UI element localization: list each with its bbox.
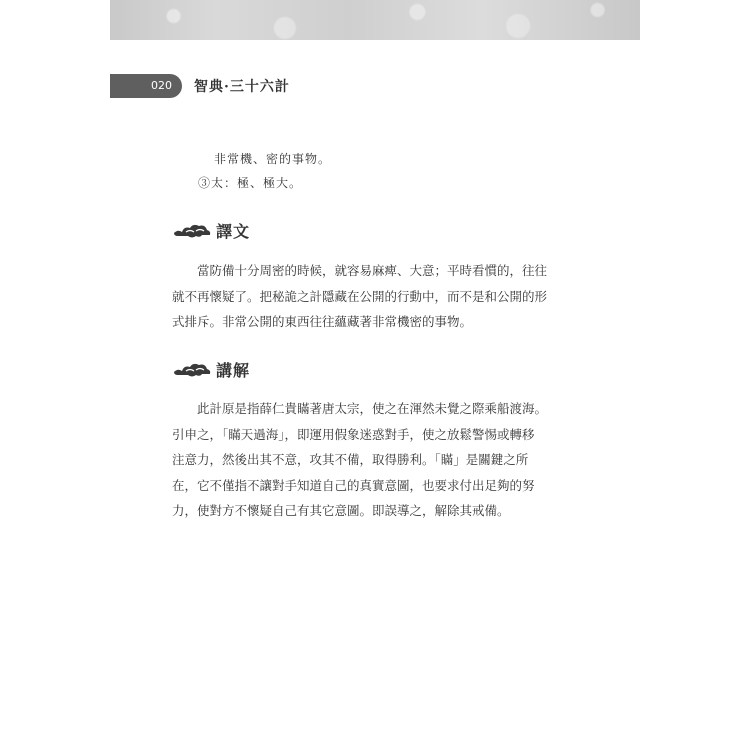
paragraph-line: 注意力，然後出其不意，攻其不備，取得勝利。「瞞」是關鍵之所 — [172, 452, 529, 467]
paragraph-explanation — [172, 396, 582, 524]
section-heading-text: 講解 — [216, 360, 251, 380]
note-line: ③太：極、極大。 — [198, 176, 303, 190]
paragraph-line: 就不再懷疑了。把秘詭之計隱藏在公開的行動中，而不是和公開的形 — [172, 288, 548, 304]
section-heading-text: 譯文 — [216, 221, 251, 241]
paragraph-line: 式排斥。非常公開的東西往往蘊藏著非常機密的事物。 — [172, 314, 473, 329]
section-heading-explanation — [172, 357, 250, 381]
paragraph-line: 當防備十分周密的時候，就容易麻痺、大意；平時看慣的，往往 — [172, 263, 548, 278]
note-line: 非常機、密的事物。 — [214, 152, 332, 166]
cloud-ornament-icon — [172, 220, 212, 240]
paragraph-line: 力，使對方不懷疑自己有其它意圖。即誤導之，解除其戒備。 — [172, 503, 510, 518]
page-number-tab — [110, 74, 182, 98]
paragraph-translation — [172, 258, 582, 335]
cloud-ornament-icon — [172, 359, 212, 379]
book-page — [110, 0, 640, 750]
paragraph-line: 在，它不僅指不讓對手知道自己的真實意圖，也要求付出足夠的努 — [172, 477, 535, 493]
paragraph-line: 此計原是指薛仁貴瞞著唐太宗，使之在渾然未覺之際乘船渡海。 — [172, 401, 548, 416]
running-title: 智典·三十六計 — [194, 79, 290, 95]
section-heading-translation — [172, 218, 250, 242]
header-banner — [110, 0, 640, 40]
page-number: 020 — [151, 79, 172, 92]
paragraph-line: 引申之，「瞞天過海」，即運用假象迷惑對手，使之放鬆警惕或轉移 — [172, 426, 535, 442]
